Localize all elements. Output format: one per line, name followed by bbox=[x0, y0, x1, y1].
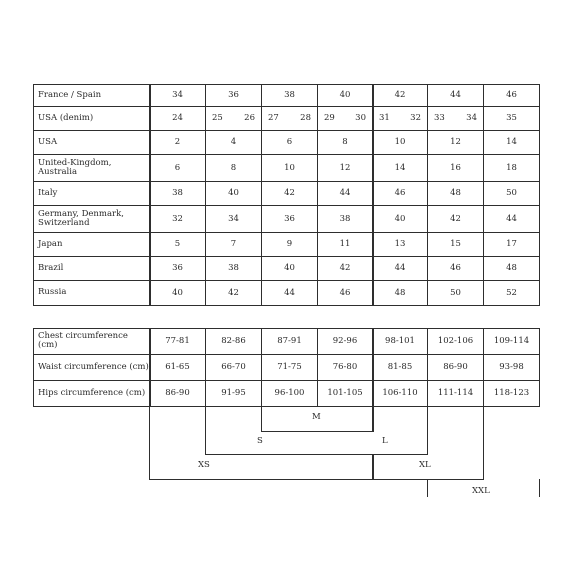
table-cell: 16 bbox=[450, 162, 461, 173]
table-cell: 10 bbox=[394, 137, 406, 147]
table-cell-value: 30 bbox=[355, 113, 366, 123]
table-cell: 9 bbox=[286, 239, 293, 249]
table-cell: 102-106 bbox=[437, 336, 474, 346]
table-cell-value: 34 bbox=[466, 113, 477, 123]
table-cell: 6 bbox=[174, 162, 181, 173]
table-cell: 96-100 bbox=[274, 388, 305, 398]
row-header: Chest circumference (cm) bbox=[38, 331, 128, 350]
table-cell: 36 bbox=[172, 263, 183, 273]
row-header: Brazil bbox=[38, 262, 64, 273]
table-cell: 13 bbox=[394, 239, 406, 249]
table-cell: 92-96 bbox=[332, 336, 358, 346]
table-cell: 48 bbox=[506, 263, 517, 273]
table-cell: 6 bbox=[286, 137, 293, 147]
table-cell: 81-85 bbox=[387, 362, 413, 372]
size-label-m: M bbox=[312, 412, 321, 422]
bracket-line bbox=[149, 479, 484, 480]
table-cell: 40 bbox=[172, 287, 183, 298]
table-cell-value: 29 bbox=[324, 113, 335, 123]
table-cell-pair bbox=[262, 106, 317, 130]
table-cell: 46 bbox=[394, 188, 406, 198]
table-cell: 61-65 bbox=[165, 362, 190, 372]
table-cell: 71-75 bbox=[277, 362, 302, 372]
table-cell: 66-70 bbox=[221, 362, 246, 372]
table-cell-value: 32 bbox=[410, 113, 421, 123]
row-header: Waist circumference (cm) bbox=[38, 361, 149, 372]
table-cell-value: 25 bbox=[212, 113, 223, 123]
table-cell-pair bbox=[318, 106, 372, 130]
table-cell: 77-81 bbox=[165, 336, 190, 346]
bracket-line bbox=[539, 479, 540, 497]
table-cell: 82-86 bbox=[221, 336, 246, 346]
table-cell: 38 bbox=[284, 90, 295, 100]
table-cell: 11 bbox=[339, 239, 351, 249]
row-header: France / Spain bbox=[38, 89, 102, 100]
table-cell-value: 31 bbox=[379, 113, 390, 123]
table-cell: 2 bbox=[174, 137, 181, 147]
table-cell: 48 bbox=[450, 188, 461, 198]
bracket-line bbox=[261, 431, 373, 432]
table-cell: 93-98 bbox=[499, 362, 524, 372]
row-header: USA bbox=[38, 136, 58, 147]
table-cell: 35 bbox=[506, 113, 517, 123]
row-header: United-Kingdom, Australia bbox=[38, 157, 112, 177]
table-rule bbox=[33, 305, 540, 306]
table-cell: 12 bbox=[339, 162, 351, 173]
row-header: USA (denim) bbox=[38, 112, 94, 123]
table-cell: 42 bbox=[228, 287, 239, 298]
bracket-line bbox=[205, 454, 428, 455]
table-cell: 44 bbox=[450, 90, 461, 100]
table-cell: 50 bbox=[450, 287, 461, 298]
table-cell: 18 bbox=[506, 162, 517, 173]
table-cell: 5 bbox=[174, 239, 181, 249]
table-cell: 15 bbox=[450, 239, 461, 249]
table-cell: 109-114 bbox=[493, 336, 530, 346]
table-cell: 91-95 bbox=[221, 388, 246, 398]
bracket-line bbox=[205, 406, 206, 454]
table-cell: 36 bbox=[284, 213, 295, 224]
bracket-line bbox=[372, 406, 374, 432]
row-header: Hips circumference (cm) bbox=[38, 387, 146, 398]
size-label-xl: XL bbox=[419, 460, 431, 470]
table-cell: 17 bbox=[506, 239, 517, 249]
row-header: Germany, Denmark, Switzerland bbox=[38, 208, 124, 228]
table-cell-pair bbox=[428, 106, 483, 130]
table-cell: 40 bbox=[394, 213, 406, 224]
table-cell: 86-90 bbox=[165, 388, 190, 398]
table-cell: 8 bbox=[230, 162, 237, 173]
table-cell: 44 bbox=[506, 213, 517, 224]
table-cell: 50 bbox=[506, 188, 517, 198]
table-cell: 8 bbox=[342, 137, 348, 147]
table-cell: 101-105 bbox=[327, 388, 363, 398]
table-cell: 46 bbox=[450, 263, 461, 273]
bracket-line bbox=[427, 479, 428, 497]
table-cell: 7 bbox=[230, 239, 237, 249]
table-cell: 98-101 bbox=[385, 336, 415, 346]
table-cell: 106-110 bbox=[382, 388, 418, 398]
table-cell-value: 33 bbox=[434, 113, 445, 123]
bracket-line bbox=[483, 406, 484, 480]
table-cell: 32 bbox=[172, 213, 183, 224]
table-cell: 111-114 bbox=[437, 388, 474, 398]
table-cell: 46 bbox=[339, 287, 351, 298]
table-cell-value: 27 bbox=[268, 113, 279, 123]
table-rule bbox=[33, 406, 540, 407]
table-cell: 38 bbox=[228, 263, 239, 273]
bracket-line bbox=[372, 454, 374, 480]
row-header: Russia bbox=[38, 287, 67, 297]
size-label-l: L bbox=[382, 436, 388, 446]
table-rule bbox=[539, 84, 540, 306]
table-cell-pair bbox=[206, 106, 261, 130]
table-cell: 46 bbox=[506, 90, 517, 100]
table-cell: 40 bbox=[284, 263, 295, 273]
table-cell: 118-123 bbox=[493, 388, 530, 398]
bracket-line bbox=[427, 406, 428, 454]
table-cell: 36 bbox=[228, 90, 239, 100]
table-cell: 76-80 bbox=[332, 362, 358, 372]
row-header: Italy bbox=[38, 187, 58, 198]
table-cell-value: 26 bbox=[244, 113, 255, 123]
table-cell: 38 bbox=[172, 188, 183, 198]
table-cell: 42 bbox=[450, 213, 461, 224]
table-cell: 12 bbox=[450, 137, 461, 147]
row-header: Japan bbox=[38, 238, 63, 249]
table-cell: 42 bbox=[394, 90, 406, 100]
table-cell: 34 bbox=[172, 90, 183, 100]
table-cell: 52 bbox=[506, 287, 517, 298]
table-cell-value: 28 bbox=[300, 113, 311, 123]
table-cell: 44 bbox=[284, 287, 295, 298]
table-cell: 44 bbox=[394, 263, 406, 273]
table-cell: 42 bbox=[284, 188, 295, 198]
size-label-xs: XS bbox=[198, 460, 210, 470]
bracket-line bbox=[149, 406, 150, 480]
table-cell: 40 bbox=[228, 188, 239, 198]
table-cell: 86-90 bbox=[443, 362, 468, 372]
table-cell: 34 bbox=[228, 213, 239, 224]
table-cell: 87-91 bbox=[277, 336, 302, 346]
table-rule bbox=[539, 328, 540, 407]
table-cell: 40 bbox=[339, 90, 351, 100]
size-label-s: S bbox=[257, 436, 263, 446]
table-cell: 14 bbox=[506, 137, 517, 147]
table-cell: 44 bbox=[339, 188, 351, 198]
bracket-line bbox=[261, 406, 262, 432]
table-cell: 48 bbox=[394, 287, 406, 298]
table-cell-pair bbox=[373, 106, 427, 130]
size-label-xxl: XXL bbox=[472, 486, 490, 496]
table-cell: 24 bbox=[172, 113, 183, 123]
table-cell: 14 bbox=[394, 162, 406, 173]
table-cell: 38 bbox=[339, 213, 351, 224]
table-cell: 10 bbox=[284, 162, 295, 173]
table-cell: 42 bbox=[339, 263, 351, 273]
table-cell: 4 bbox=[230, 137, 237, 147]
